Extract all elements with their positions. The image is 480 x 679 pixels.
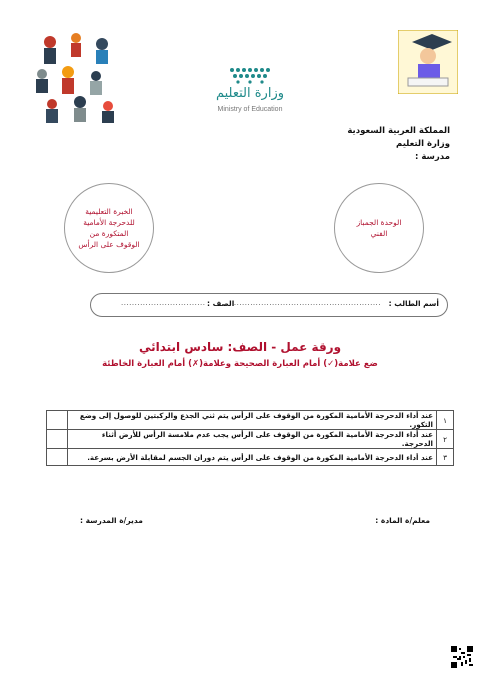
ministry-logo: [194, 62, 306, 124]
worksheet-instruction: ضع علامة(✓) أمام العبارة الصحيحة وعلامة(✗) أمام العبارة الخاطئة: [102, 359, 378, 369]
ministry-label: وزارة التعليم: [396, 139, 450, 149]
question-text: عند أداء الدحرجة الأمامية المكورة من الوقوف على الرأس يتم ثني الجذع والركبتين للوصول إلى وضع التكور.: [68, 411, 437, 430]
student-reading-image: [398, 30, 458, 94]
logo-english-text: Ministry of Education: [217, 106, 283, 113]
qr-code-icon: [451, 646, 473, 668]
answer-cell[interactable]: [47, 449, 68, 466]
sports-collage-image: [30, 30, 122, 126]
unit-circle: [334, 183, 424, 273]
learning-experience-circle: [64, 183, 154, 273]
country-label: المملكة العربية السعودية: [347, 126, 450, 136]
unit-text: الوحدة الجمباز الفني: [356, 218, 402, 238]
school-label: مدرسة :: [415, 152, 450, 162]
question-text: عند أداء الدحرجة الأمامية المكورة من الوقوف على الرأس يتم دوران الجسم لمقابلة الأرض بسرعة.: [68, 449, 437, 466]
student-info-box: [90, 293, 448, 317]
question-text: عند أداء الدحرجة الأمامية المكورة من الوقوف على الرأس يجب عدم ملامسة الرأس للأرض أثناء الدحرجة.: [68, 430, 437, 449]
question-number: ٣: [437, 449, 454, 466]
student-name-label: أسم الطالب :: [388, 299, 439, 308]
question-row: [47, 449, 454, 466]
question-number: ١: [437, 411, 454, 430]
question-row: [47, 411, 454, 430]
worksheet-title: ورقة عمل - الصف: سادس ابتدائي: [138, 340, 342, 354]
teacher-signature-label: معلم/ة المادة :: [375, 516, 430, 525]
class-label: الصف :: [207, 299, 235, 308]
question-row: [47, 430, 454, 449]
class-field[interactable]: ...............................: [121, 299, 206, 307]
learning-experience-text: الخبرة التعليمية للدحرجة الأمامية المتكورة من الوقوف على الرأس: [78, 207, 140, 249]
question-number: ٢: [437, 430, 454, 449]
student-name-field[interactable]: ......................................................: [233, 299, 381, 307]
questions-table: [46, 410, 454, 466]
answer-cell[interactable]: [47, 430, 68, 449]
answer-cell[interactable]: [47, 411, 68, 430]
logo-arabic-text: وزارة التعليم: [215, 86, 285, 101]
principal-signature-label: مدير/ة المدرسة :: [80, 516, 143, 525]
